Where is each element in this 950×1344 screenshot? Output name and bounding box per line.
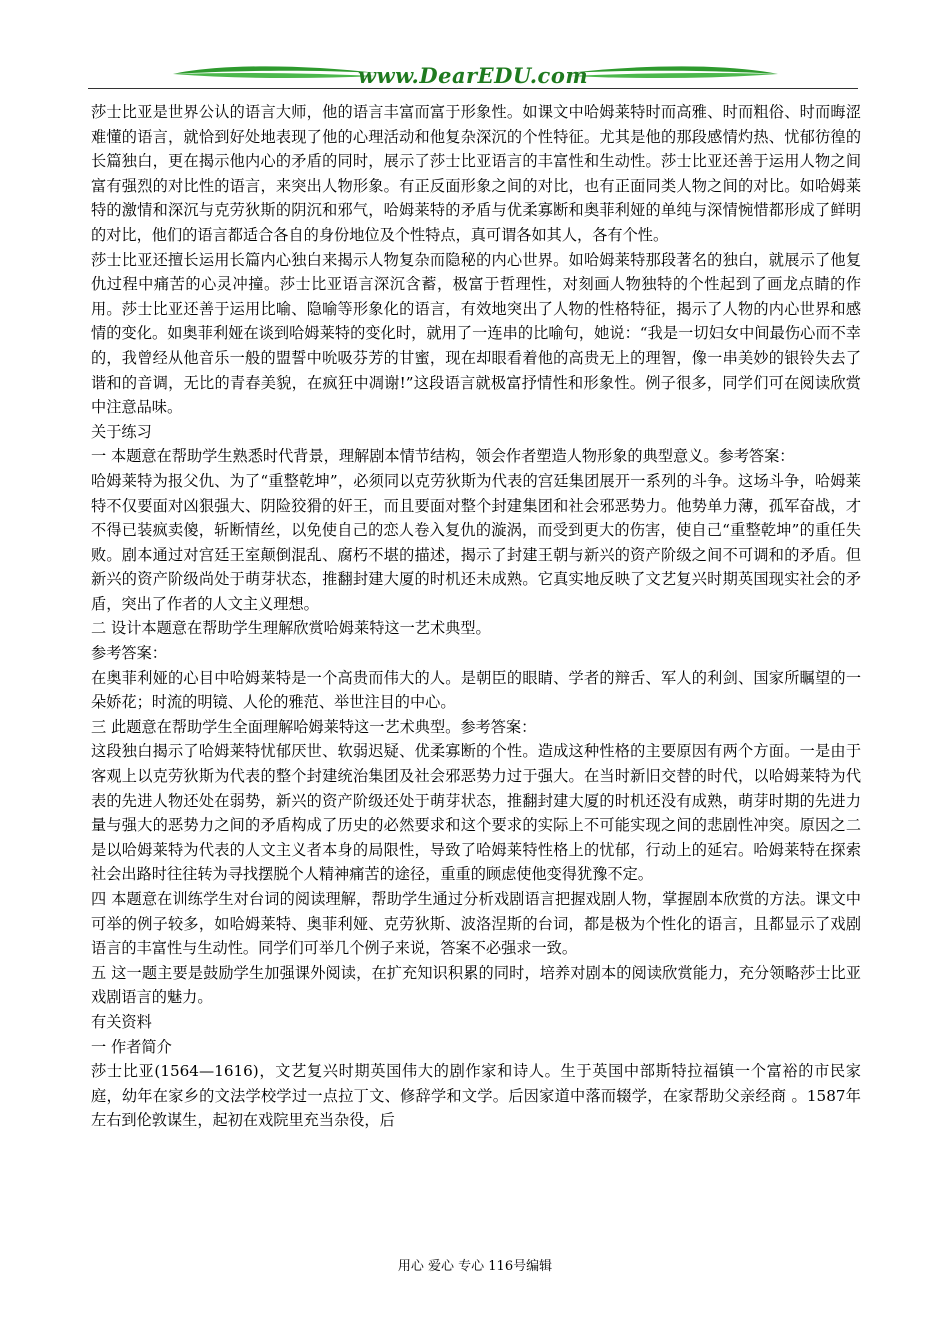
page-footer: 用心 爱心 专心 116号编辑 bbox=[397, 1259, 553, 1274]
question-3: 三 此题意在帮助学生全面理解哈姆莱特这一艺术典型。参考答案： bbox=[91, 717, 537, 736]
question-5: 五 这一题主要是鼓励学生加强课外阅读，在扩充知识积累的同时，培养对剧本的阅读欣赏能力，充分领略莎士比亚戏剧语言的魅力。 bbox=[91, 963, 861, 1007]
subsection-heading: 一 作者简介 bbox=[91, 1037, 172, 1056]
answer-2: 在奥菲利娅的心目中哈姆莱特是一个高贵而伟大的人。是朝臣的眼睛、学者的辩舌、军人的利剑、国家所瞩望的一朵娇花；时流的明镜、人伦的雅范、举世注目的中心。 bbox=[91, 668, 861, 712]
header-divider bbox=[88, 88, 858, 89]
paragraph: 莎士比亚是世界公认的语言大师，他的语言丰富而富于形象性。如课文中哈姆莱特时而高雅、时而粗俗、时而晦涩难懂的语言，就恰到好处地表现了他的心理活动和他复杂深沉的个性特征。尤其是他的那段感情灼热、忧郁彷徨的长篇独白，更在揭示他内心的矛盾的同时，展示了莎士比亚语言的丰富性和生动性。莎士比亚还善于运用人物之间富有强烈的对比性的语言，来突出人物形象。有正反面形象之间的对比，也有正面同类人物之间的对比。如哈姆莱特的激情和深沉与克劳狄斯的阴沉和邪气，哈姆莱特的矛盾与优柔寡断和奥菲利娅的单纯与深情惋惜都形成了鲜明的对比，他们的语言都适合各自的身份地位及个性特点，真可谓各如其人，各有个性。 bbox=[91, 103, 861, 244]
section-heading: 有关资料 bbox=[91, 1012, 152, 1031]
paragraph: 莎士比亚还擅长运用长篇内心独白来揭示人物复杂而隐秘的内心世界。如哈姆莱特那段著名的独白，就展示了他复仇过程中痛苦的心灵冲撞。莎士比亚语言深沉含蓄，极富于哲理性，对刻画人物独特的个性起到了画龙点睛的作用。莎士比亚还善于运用比喻、隐喻等形象化的语言，有效地突出了人物的性格特征，揭示了人物的内心世界和感情的变化。如奥菲利娅在谈到哈姆莱特的变化时，就用了一连串的比喻句，她说：“我是一切妇女中间最伤心而不幸的，我曾经从他音乐一般的盟誓中吮吸芬芳的甘蜜，现在却眼看着他的高贵无上的理智，像一串美妙的银铃失去了谐和的音调，无比的青春美貌，在疯狂中凋谢!”这段语言就极富抒情性和形象性。例子很多，同学们可在阅读欣赏中注意品味。 bbox=[91, 250, 861, 417]
author-bio: 莎士比亚(1564—1616)，文艺复兴时期英国伟大的剧作家和诗人。生于英国中部斯特拉福镇一个富裕的市民家庭，幼年在家乡的文法学校学过一点拉丁文、修辞学和文学。后因家道中落而辍学，在家帮助父亲经商 。1587年左右到伦敦谋生，起初在戏院里充当杂役，后 bbox=[91, 1062, 861, 1130]
question-2: 二 设计本题意在帮助学生理解欣赏哈姆莱特这一艺术典型。 bbox=[91, 619, 491, 638]
answer-1: 哈姆莱特为报父仇、为了“重整乾坤”，必须同以克劳狄斯为代表的宫廷集团展开一系列的斗争。这场斗争，哈姆莱特不仅要面对凶狠强大、阴险狡猾的奸王，而且要面对整个封建集团和社会邪恶势力。他势单力薄，孤军奋战，才不得已装疯卖傻，斩断情丝，以免使自己的恋人卷入复仇的漩涡，而受到更大的伤害，使自己“重整乾坤”的重任失败。剧本通过对宫廷王室颠倒混乱、腐朽不堪的描述，揭示了封建王朝与新兴的资产阶级之间不可调和的矛盾。但新兴的资产阶级尚处于萌芽状态，推翻封建大厦的时机还未成熟。它真实地反映了文艺复兴时期英国现实社会的矛盾，突出了作者的人文主义理想。 bbox=[91, 471, 861, 613]
site-header bbox=[88, 60, 858, 94]
answer-3: 这段独白揭示了哈姆莱特忧郁厌世、软弱迟疑、优柔寡断的个性。造成这种性格的主要原因有两个方面。一是由于客观上以克劳狄斯为代表的整个封建统治集团及社会邪恶势力过于强大。在当时新旧交替的时代，以哈姆莱特为代表的先进人物还处在弱势，新兴的资产阶级还处于萌芽状态，推翻封建大厦的时机还没有成熟，萌芽时期的先进力量与强大的恶势力之间的矛盾构成了历史的必然要求和这个要求的实际上不可能实现之间的悲剧性冲突。原因之二是以哈姆莱特为代表的人文主义者本身的局限性，导致了哈姆莱特性格上的忧郁，行动上的延宕。哈姆莱特在探索社会出路时往往转为寻找摆脱个人精神痛苦的途径，重重的顾虑使他变得犹豫不定。 bbox=[91, 742, 861, 884]
document-body bbox=[91, 100, 861, 1133]
question-1: 一 本题意在帮助学生熟悉时代背景，理解剧本情节结构，领会作者塑造人物形象的典型意义。参考答案： bbox=[91, 447, 795, 466]
answer-label: 参考答案： bbox=[91, 644, 167, 663]
site-url[interactable]: www.DearEDU.com bbox=[357, 63, 589, 88]
section-heading: 关于练习 bbox=[91, 422, 152, 441]
question-4: 四 本题意在训练学生对台词的阅读理解，帮助学生通过分析戏剧语言把握戏剧人物，掌握剧本欣赏的方法。课文中可举的例子较多，如哈姆莱特、奥菲利娅、克劳狄斯、波洛涅斯的台词，都是极为个性化的语言，且都显示了戏剧语言的丰富性与生动性。同学们可举几个例子来说，答案不必强求一致。 bbox=[91, 890, 861, 958]
